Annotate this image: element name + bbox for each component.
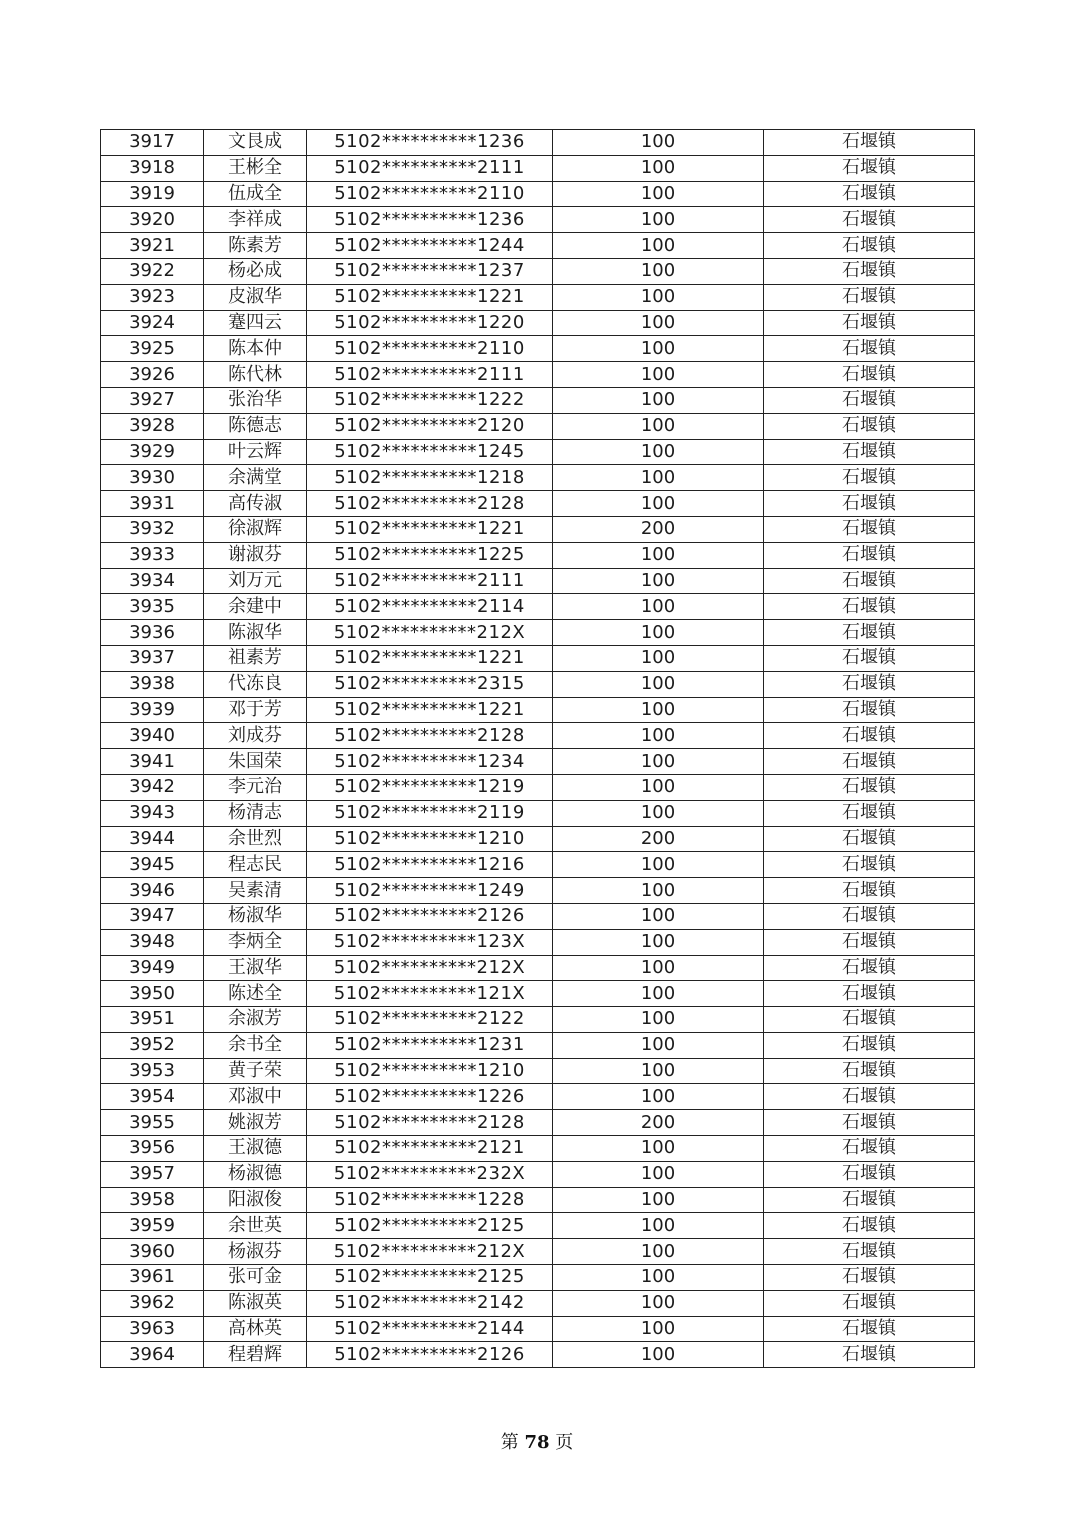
serial-number-cell: 3961 (101, 1265, 204, 1291)
table-row (101, 516, 975, 542)
table-row (101, 1187, 975, 1213)
amount-cell: 100 (553, 465, 764, 491)
id-number-cell: 5102**********1210 (307, 826, 553, 852)
township-cell: 石堰镇 (764, 1161, 975, 1187)
serial-number-cell: 3950 (101, 981, 204, 1007)
township-cell: 石堰镇 (764, 671, 975, 697)
township-cell: 石堰镇 (764, 542, 975, 568)
amount-cell: 100 (553, 284, 764, 310)
township-cell: 石堰镇 (764, 181, 975, 207)
amount-cell: 100 (553, 362, 764, 388)
table-row (101, 1265, 975, 1291)
serial-number-cell: 3960 (101, 1239, 204, 1265)
person-name-cell: 伍成全 (204, 181, 307, 207)
person-name-cell: 高传淑 (204, 491, 307, 517)
person-name-cell: 余满堂 (204, 465, 307, 491)
table-row (101, 542, 975, 568)
township-cell: 石堰镇 (764, 1239, 975, 1265)
id-number-cell: 5102**********2110 (307, 336, 553, 362)
amount-cell: 100 (553, 336, 764, 362)
table-row (101, 878, 975, 904)
amount-cell: 100 (553, 568, 764, 594)
amount-cell: 100 (553, 697, 764, 723)
table-row (101, 594, 975, 620)
person-name-cell: 陈德志 (204, 413, 307, 439)
township-cell: 石堰镇 (764, 981, 975, 1007)
person-name-cell: 徐淑辉 (204, 516, 307, 542)
table-row (101, 903, 975, 929)
township-cell: 石堰镇 (764, 620, 975, 646)
person-name-cell: 皮淑华 (204, 284, 307, 310)
id-number-cell: 5102**********1221 (307, 645, 553, 671)
serial-number-cell: 3956 (101, 1136, 204, 1162)
serial-number-cell: 3947 (101, 903, 204, 929)
township-cell: 石堰镇 (764, 774, 975, 800)
table-row (101, 258, 975, 284)
township-cell: 石堰镇 (764, 284, 975, 310)
amount-cell: 100 (553, 1187, 764, 1213)
township-cell: 石堰镇 (764, 491, 975, 517)
serial-number-cell: 3938 (101, 671, 204, 697)
person-name-cell: 邓于芳 (204, 697, 307, 723)
id-number-cell: 5102**********1231 (307, 1032, 553, 1058)
page-label-prefix: 第 (500, 1432, 519, 1453)
township-cell: 石堰镇 (764, 258, 975, 284)
person-name-cell: 邓淑中 (204, 1084, 307, 1110)
township-cell: 石堰镇 (764, 903, 975, 929)
id-number-cell: 5102**********1221 (307, 516, 553, 542)
table-row (101, 1032, 975, 1058)
township-cell: 石堰镇 (764, 1187, 975, 1213)
id-number-cell: 5102**********1225 (307, 542, 553, 568)
person-name-cell: 阳淑俊 (204, 1187, 307, 1213)
serial-number-cell: 3921 (101, 233, 204, 259)
table-row (101, 1161, 975, 1187)
township-cell: 石堰镇 (764, 1058, 975, 1084)
serial-number-cell: 3951 (101, 1007, 204, 1033)
id-number-cell: 5102**********2110 (307, 181, 553, 207)
amount-cell: 100 (553, 1084, 764, 1110)
person-name-cell: 高林英 (204, 1316, 307, 1342)
amount-cell: 200 (553, 516, 764, 542)
id-number-cell: 5102**********1249 (307, 878, 553, 904)
amount-cell: 100 (553, 310, 764, 336)
township-cell: 石堰镇 (764, 362, 975, 388)
id-number-cell: 5102**********2111 (307, 568, 553, 594)
amount-cell: 100 (553, 929, 764, 955)
township-cell: 石堰镇 (764, 439, 975, 465)
township-cell: 石堰镇 (764, 1110, 975, 1136)
amount-cell: 100 (553, 1342, 764, 1368)
serial-number-cell: 3953 (101, 1058, 204, 1084)
id-number-cell: 5102**********2142 (307, 1290, 553, 1316)
amount-cell: 100 (553, 181, 764, 207)
id-number-cell: 5102**********1234 (307, 749, 553, 775)
township-cell: 石堰镇 (764, 1032, 975, 1058)
serial-number-cell: 3919 (101, 181, 204, 207)
id-number-cell: 5102**********1218 (307, 465, 553, 491)
amount-cell: 100 (553, 594, 764, 620)
id-number-cell: 5102**********123X (307, 929, 553, 955)
table-row (101, 749, 975, 775)
amount-cell: 100 (553, 1058, 764, 1084)
township-cell: 石堰镇 (764, 826, 975, 852)
table-row (101, 130, 975, 156)
amount-cell: 100 (553, 671, 764, 697)
township-cell: 石堰镇 (764, 336, 975, 362)
person-name-cell: 祖素芳 (204, 645, 307, 671)
table-row (101, 800, 975, 826)
id-number-cell: 5102**********2114 (307, 594, 553, 620)
serial-number-cell: 3917 (101, 130, 204, 156)
table-row (101, 387, 975, 413)
person-name-cell: 余世烈 (204, 826, 307, 852)
person-name-cell: 程碧辉 (204, 1342, 307, 1368)
id-number-cell: 5102**********1219 (307, 774, 553, 800)
person-name-cell: 李炳全 (204, 929, 307, 955)
township-cell: 石堰镇 (764, 697, 975, 723)
amount-cell: 100 (553, 723, 764, 749)
serial-number-cell: 3939 (101, 697, 204, 723)
id-number-cell: 5102**********2126 (307, 903, 553, 929)
person-name-cell: 文艮成 (204, 130, 307, 156)
amount-cell: 100 (553, 130, 764, 156)
table-row (101, 568, 975, 594)
serial-number-cell: 3943 (101, 800, 204, 826)
serial-number-cell: 3922 (101, 258, 204, 284)
township-cell: 石堰镇 (764, 310, 975, 336)
township-cell: 石堰镇 (764, 1084, 975, 1110)
id-number-cell: 5102**********2144 (307, 1316, 553, 1342)
id-number-cell: 5102**********2122 (307, 1007, 553, 1033)
person-name-cell: 余书全 (204, 1032, 307, 1058)
township-cell: 石堰镇 (764, 1316, 975, 1342)
id-number-cell: 5102**********121X (307, 981, 553, 1007)
township-cell: 石堰镇 (764, 516, 975, 542)
id-number-cell: 5102**********1221 (307, 697, 553, 723)
township-cell: 石堰镇 (764, 465, 975, 491)
person-name-cell: 杨淑德 (204, 1161, 307, 1187)
serial-number-cell: 3923 (101, 284, 204, 310)
township-cell: 石堰镇 (764, 1342, 975, 1368)
table-row (101, 774, 975, 800)
serial-number-cell: 3927 (101, 387, 204, 413)
amount-cell: 100 (553, 155, 764, 181)
person-name-cell: 谢淑芬 (204, 542, 307, 568)
serial-number-cell: 3936 (101, 620, 204, 646)
amount-cell: 100 (553, 955, 764, 981)
township-cell: 石堰镇 (764, 749, 975, 775)
table-row (101, 284, 975, 310)
amount-cell: 100 (553, 1316, 764, 1342)
id-number-cell: 5102**********2111 (307, 362, 553, 388)
id-number-cell: 5102**********1237 (307, 258, 553, 284)
id-number-cell: 5102**********2120 (307, 413, 553, 439)
serial-number-cell: 3932 (101, 516, 204, 542)
person-name-cell: 余世英 (204, 1213, 307, 1239)
table-row (101, 310, 975, 336)
amount-cell: 100 (553, 491, 764, 517)
subsidy-roster-table (100, 129, 975, 1368)
serial-number-cell: 3929 (101, 439, 204, 465)
table-row (101, 1084, 975, 1110)
id-number-cell: 5102**********212X (307, 955, 553, 981)
person-name-cell: 蹇四云 (204, 310, 307, 336)
serial-number-cell: 3937 (101, 645, 204, 671)
person-name-cell: 朱国荣 (204, 749, 307, 775)
serial-number-cell: 3924 (101, 310, 204, 336)
id-number-cell: 5102**********1220 (307, 310, 553, 336)
table-row (101, 1213, 975, 1239)
person-name-cell: 余建中 (204, 594, 307, 620)
township-cell: 石堰镇 (764, 852, 975, 878)
serial-number-cell: 3931 (101, 491, 204, 517)
person-name-cell: 刘万元 (204, 568, 307, 594)
person-name-cell: 陈本仲 (204, 336, 307, 362)
id-number-cell: 5102**********1244 (307, 233, 553, 259)
id-number-cell: 5102**********1226 (307, 1084, 553, 1110)
table-row (101, 645, 975, 671)
serial-number-cell: 3954 (101, 1084, 204, 1110)
township-cell: 石堰镇 (764, 1213, 975, 1239)
table-row (101, 1058, 975, 1084)
id-number-cell: 5102**********232X (307, 1161, 553, 1187)
id-number-cell: 5102**********2125 (307, 1213, 553, 1239)
id-number-cell: 5102**********2128 (307, 1110, 553, 1136)
serial-number-cell: 3925 (101, 336, 204, 362)
person-name-cell: 杨淑芬 (204, 1239, 307, 1265)
id-number-cell: 5102**********2121 (307, 1136, 553, 1162)
township-cell: 石堰镇 (764, 130, 975, 156)
amount-cell: 100 (553, 1213, 764, 1239)
table-row (101, 1110, 975, 1136)
amount-cell: 100 (553, 1239, 764, 1265)
person-name-cell: 杨淑华 (204, 903, 307, 929)
person-name-cell: 陈代林 (204, 362, 307, 388)
serial-number-cell: 3964 (101, 1342, 204, 1368)
serial-number-cell: 3944 (101, 826, 204, 852)
table-row (101, 620, 975, 646)
id-number-cell: 5102**********212X (307, 620, 553, 646)
person-name-cell: 杨必成 (204, 258, 307, 284)
table-row (101, 955, 975, 981)
amount-cell: 100 (553, 439, 764, 465)
township-cell: 石堰镇 (764, 955, 975, 981)
table-row (101, 181, 975, 207)
id-number-cell: 5102**********1222 (307, 387, 553, 413)
id-number-cell: 5102**********2128 (307, 491, 553, 517)
id-number-cell: 5102**********2128 (307, 723, 553, 749)
township-cell: 石堰镇 (764, 929, 975, 955)
amount-cell: 100 (553, 542, 764, 568)
serial-number-cell: 3958 (101, 1187, 204, 1213)
amount-cell: 100 (553, 233, 764, 259)
person-name-cell: 张可金 (204, 1265, 307, 1291)
serial-number-cell: 3959 (101, 1213, 204, 1239)
person-name-cell: 陈淑英 (204, 1290, 307, 1316)
table-row (101, 491, 975, 517)
table-row (101, 465, 975, 491)
person-name-cell: 王彬全 (204, 155, 307, 181)
id-number-cell: 5102**********1210 (307, 1058, 553, 1084)
table-row (101, 1290, 975, 1316)
serial-number-cell: 3946 (101, 878, 204, 904)
table-row (101, 362, 975, 388)
id-number-cell: 5102**********1216 (307, 852, 553, 878)
serial-number-cell: 3949 (101, 955, 204, 981)
serial-number-cell: 3920 (101, 207, 204, 233)
township-cell: 石堰镇 (764, 1290, 975, 1316)
person-name-cell: 王淑华 (204, 955, 307, 981)
amount-cell: 100 (553, 1032, 764, 1058)
person-name-cell: 余淑芳 (204, 1007, 307, 1033)
table-row (101, 671, 975, 697)
amount-cell: 100 (553, 258, 764, 284)
id-number-cell: 5102**********1221 (307, 284, 553, 310)
amount-cell: 100 (553, 207, 764, 233)
township-cell: 石堰镇 (764, 387, 975, 413)
serial-number-cell: 3930 (101, 465, 204, 491)
table-row (101, 1239, 975, 1265)
table-row (101, 826, 975, 852)
roster-table-body (101, 130, 975, 1368)
serial-number-cell: 3962 (101, 1290, 204, 1316)
amount-cell: 100 (553, 878, 764, 904)
serial-number-cell: 3928 (101, 413, 204, 439)
table-row (101, 981, 975, 1007)
person-name-cell: 陈淑华 (204, 620, 307, 646)
serial-number-cell: 3926 (101, 362, 204, 388)
serial-number-cell: 3933 (101, 542, 204, 568)
table-row (101, 155, 975, 181)
serial-number-cell: 3957 (101, 1161, 204, 1187)
amount-cell: 100 (553, 1136, 764, 1162)
table-row (101, 697, 975, 723)
table-row (101, 1316, 975, 1342)
amount-cell: 100 (553, 1161, 764, 1187)
person-name-cell: 王淑德 (204, 1136, 307, 1162)
person-name-cell: 吴素清 (204, 878, 307, 904)
amount-cell: 100 (553, 903, 764, 929)
serial-number-cell: 3918 (101, 155, 204, 181)
id-number-cell: 5102**********2126 (307, 1342, 553, 1368)
table-row (101, 723, 975, 749)
table-row (101, 439, 975, 465)
amount-cell: 100 (553, 800, 764, 826)
id-number-cell: 5102**********1236 (307, 207, 553, 233)
amount-cell: 100 (553, 620, 764, 646)
person-name-cell: 黄子荣 (204, 1058, 307, 1084)
person-name-cell: 叶云辉 (204, 439, 307, 465)
person-name-cell: 代冻良 (204, 671, 307, 697)
person-name-cell: 程志民 (204, 852, 307, 878)
serial-number-cell: 3940 (101, 723, 204, 749)
township-cell: 石堰镇 (764, 233, 975, 259)
township-cell: 石堰镇 (764, 1007, 975, 1033)
person-name-cell: 陈素芳 (204, 233, 307, 259)
township-cell: 石堰镇 (764, 1265, 975, 1291)
township-cell: 石堰镇 (764, 645, 975, 671)
township-cell: 石堰镇 (764, 723, 975, 749)
serial-number-cell: 3952 (101, 1032, 204, 1058)
id-number-cell: 5102**********212X (307, 1239, 553, 1265)
amount-cell: 100 (553, 852, 764, 878)
person-name-cell: 李祥成 (204, 207, 307, 233)
person-name-cell: 陈述全 (204, 981, 307, 1007)
serial-number-cell: 3948 (101, 929, 204, 955)
id-number-cell: 5102**********1245 (307, 439, 553, 465)
id-number-cell: 5102**********1228 (307, 1187, 553, 1213)
table-row (101, 929, 975, 955)
table-row (101, 1007, 975, 1033)
id-number-cell: 5102**********2125 (307, 1265, 553, 1291)
id-number-cell: 5102**********2111 (307, 155, 553, 181)
township-cell: 石堰镇 (764, 413, 975, 439)
id-number-cell: 5102**********1236 (307, 130, 553, 156)
table-row (101, 413, 975, 439)
township-cell: 石堰镇 (764, 568, 975, 594)
person-name-cell: 杨清志 (204, 800, 307, 826)
table-row (101, 852, 975, 878)
amount-cell: 100 (553, 1007, 764, 1033)
serial-number-cell: 3942 (101, 774, 204, 800)
amount-cell: 100 (553, 981, 764, 1007)
serial-number-cell: 3935 (101, 594, 204, 620)
id-number-cell: 5102**********2119 (307, 800, 553, 826)
id-number-cell: 5102**********2315 (307, 671, 553, 697)
township-cell: 石堰镇 (764, 594, 975, 620)
township-cell: 石堰镇 (764, 1136, 975, 1162)
page-label-suffix: 页 (555, 1432, 574, 1453)
township-cell: 石堰镇 (764, 207, 975, 233)
table-row (101, 233, 975, 259)
page-number-footer (0, 1428, 1074, 1454)
serial-number-cell: 3941 (101, 749, 204, 775)
serial-number-cell: 3955 (101, 1110, 204, 1136)
township-cell: 石堰镇 (764, 878, 975, 904)
amount-cell: 200 (553, 826, 764, 852)
person-name-cell: 张治华 (204, 387, 307, 413)
table-row (101, 207, 975, 233)
person-name-cell: 姚淑芳 (204, 1110, 307, 1136)
amount-cell: 100 (553, 1265, 764, 1291)
person-name-cell: 刘成芬 (204, 723, 307, 749)
amount-cell: 100 (553, 387, 764, 413)
serial-number-cell: 3934 (101, 568, 204, 594)
amount-cell: 100 (553, 774, 764, 800)
person-name-cell: 李元治 (204, 774, 307, 800)
township-cell: 石堰镇 (764, 800, 975, 826)
township-cell: 石堰镇 (764, 155, 975, 181)
amount-cell: 200 (553, 1110, 764, 1136)
amount-cell: 100 (553, 413, 764, 439)
table-row (101, 1136, 975, 1162)
serial-number-cell: 3945 (101, 852, 204, 878)
amount-cell: 100 (553, 645, 764, 671)
serial-number-cell: 3963 (101, 1316, 204, 1342)
page-number: 78 (524, 1432, 550, 1453)
table-row (101, 1342, 975, 1368)
amount-cell: 100 (553, 1290, 764, 1316)
amount-cell: 100 (553, 749, 764, 775)
table-row (101, 336, 975, 362)
